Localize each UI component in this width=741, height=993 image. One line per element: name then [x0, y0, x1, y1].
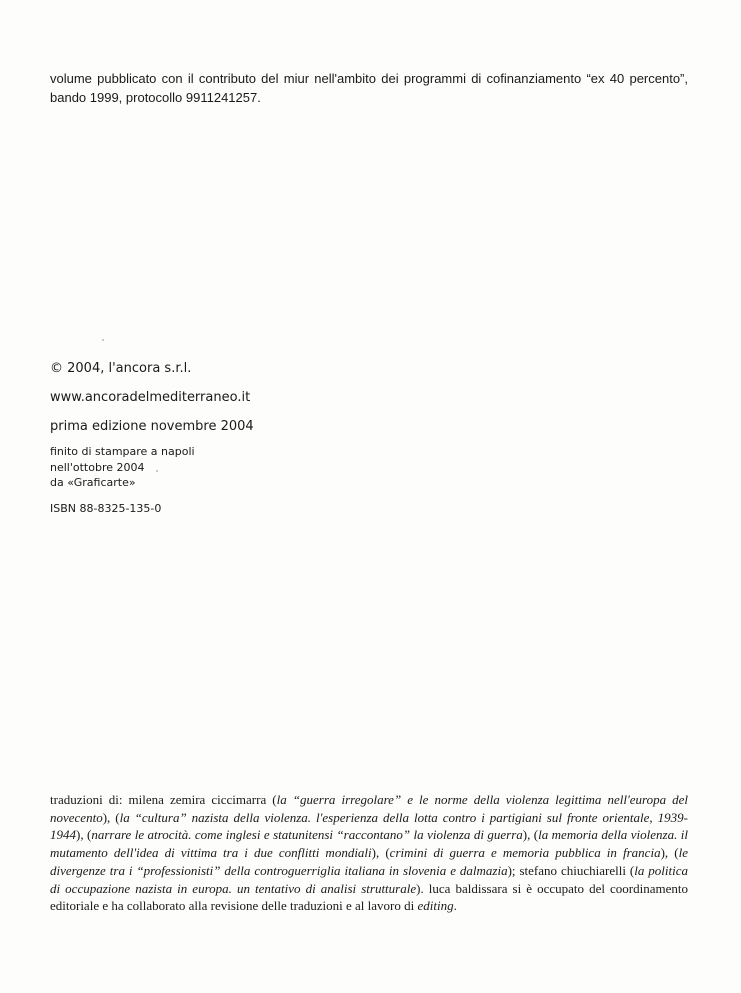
publisher-website: www.ancoradelmediterraneo.it	[50, 390, 251, 405]
essay-title: la politica di occupazione nazista in europa. un tentativo di analisi strutturale	[50, 862, 688, 896]
edition-line: prima edizione novembre 2004	[50, 419, 254, 434]
copyright-line: © 2004, l'ancora s.r.l.	[50, 361, 192, 376]
credit-segment: ), (	[371, 845, 390, 861]
credit-segment: traduzioni di: milena zemira ciccimarra (	[50, 792, 277, 807]
essay-title: crimini di guerra e memoria pubblica in francia	[389, 845, 661, 861]
essay-title: la “guerra irregolare” e le norme della violenza legittima nell'europa del novecento	[50, 792, 689, 825]
essay-title: narrare le atrocità. come inglesi e statunitensi “raccontano” la violenza di guerra	[91, 827, 523, 843]
paper-speck	[102, 339, 104, 341]
printing-line: finito di stampare a napoli	[50, 445, 195, 458]
paper-speck	[156, 470, 158, 472]
editing-term: editing	[417, 898, 454, 914]
credit-segment: ), (	[660, 845, 679, 861]
credit-segment: ), (	[102, 809, 120, 825]
translation-credits	[50, 791, 688, 915]
printing-info	[50, 444, 450, 491]
funding-note: volume pubblicato con il contributo del miur nell'ambito dei programmi di cofinanziamento “ex 40 percento”, bando 1999, protocollo 9911241257.	[50, 71, 688, 105]
essay-title: le divergenze tra i “professionisti” della controguerriglia italiana in slovenia e dalmazia	[50, 845, 688, 878]
essay-title: la memoria della violenza. il mutamento dell'idea di vittima tra i due conflitti mondiali	[50, 827, 688, 861]
credit-segment: ). luca baldissara si è occupato del coordinamento editoriale e ha collaborato alla revisione delle traduzioni e al lavoro di	[50, 880, 689, 914]
isbn-line: ISBN 88-8325-135-0	[50, 501, 162, 515]
credit-segment: ), (	[522, 827, 539, 843]
essay-title: la “cultura” nazista della violenza. l'esperienza della lotta contro i partigiani sul fronte orientale, 1939-1944	[50, 809, 688, 843]
printing-line: nell'ottobre 2004	[50, 460, 145, 474]
colophon-block	[50, 360, 450, 516]
credit-segment: ); stefano chiuchiarelli (	[507, 862, 635, 878]
credit-segment: .	[453, 898, 457, 914]
credit-segment: ), (	[76, 827, 92, 843]
printing-line: da «Graficarte»	[50, 476, 136, 489]
